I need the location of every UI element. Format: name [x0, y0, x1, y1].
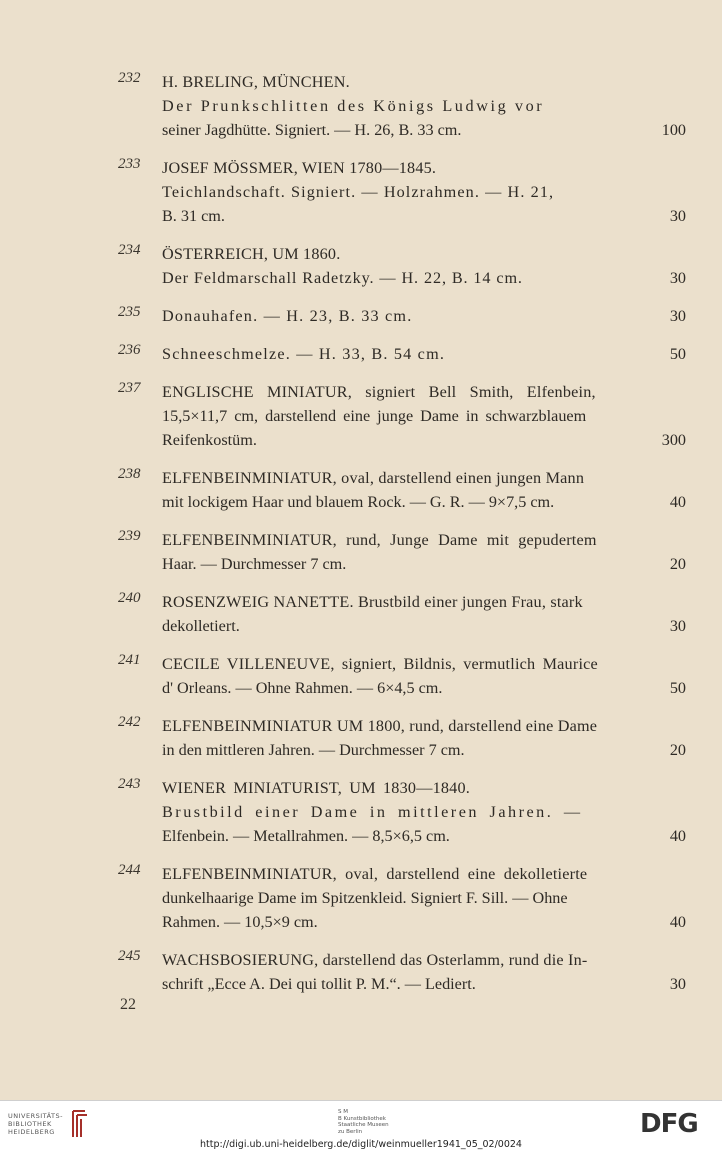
university-line: UNIVERSITÄTS- [8, 1112, 63, 1120]
entry-price: 20 [669, 741, 686, 759]
catalog-entry-233 [118, 156, 686, 228]
catalog-entry-232 [118, 70, 686, 142]
entry-text: seiner Jagdhütte. Signiert. — H. 26, B. 33 cm. [162, 121, 462, 139]
entry-price: 30 [669, 617, 686, 635]
heidelberg-seal-icon [69, 1109, 91, 1139]
entry-price: 300 [661, 431, 686, 449]
entry-price: 40 [669, 827, 686, 845]
entry-number: 238 [118, 466, 141, 482]
entry-number: 240 [118, 590, 141, 606]
entry-title: ELFENBEINMINIATUR UM 1800, rund, darstellend eine Dame [162, 717, 598, 735]
entry-text: Schneeschmelze. — H. 33, B. 54 cm. [162, 345, 446, 363]
entry-number: 235 [118, 304, 141, 320]
entry-price: 50 [669, 679, 686, 697]
catalog-entry-241 [118, 652, 686, 700]
entry-price: 30 [669, 207, 686, 225]
entry-price: 40 [669, 913, 686, 931]
catalog-entry-239 [118, 528, 686, 576]
university-line: BIBLIOTHEK [8, 1120, 52, 1128]
museum-line: zu Berlin [338, 1128, 363, 1135]
catalog-entry-237 [118, 380, 686, 452]
entry-text: Der Feldmarschall Radetzky. — H. 22, B. 14 cm. [162, 269, 523, 287]
catalog-entry-244 [118, 862, 686, 934]
entry-text: Teichlandschaft. Signiert. — Holzrahmen. — H. 21, [162, 183, 555, 201]
museum-line: Staatliche Museen [338, 1122, 389, 1128]
entry-number: 236 [118, 342, 141, 358]
catalog-entries [118, 70, 686, 1010]
university-line: HEIDELBERG [8, 1128, 55, 1136]
entry-number: 241 [118, 652, 141, 668]
entry-text: Rahmen. — 10,5×9 cm. [162, 913, 318, 931]
entry-number: 242 [118, 714, 141, 730]
entry-title: JOSEF MÖSSMER, WIEN 1780—1845. [162, 159, 437, 177]
entry-title: ÖSTERREICH, UM 1860. [162, 245, 341, 263]
catalog-entry-242 [118, 714, 686, 762]
entry-title: ELFENBEINMINIATUR, oval, darstellend einen jungen Mann [162, 469, 585, 487]
entry-number: 237 [118, 380, 141, 396]
entry-price: 30 [669, 307, 686, 325]
entry-number: 239 [118, 528, 141, 544]
entry-title: ELFENBEINMINIATUR, rund, Junge Dame mit gepudertem [162, 531, 597, 549]
dfg-logo[interactable]: DFG [640, 1109, 698, 1139]
entry-text: Brustbild einer Dame in mittleren Jahren. — [162, 803, 583, 821]
entry-title: WACHSBOSIERUNG, darstellend das Osterlamm, rund die In- [162, 951, 588, 969]
entry-price: 100 [661, 121, 686, 139]
entry-title: ENGLISCHE MINIATUR, signiert Bell Smith, Elfenbein, [162, 383, 596, 401]
entry-text: schrift „Ecce A. Dei qui tollit P. M.“. — Lediert. [162, 975, 476, 993]
catalog-entry-240 [118, 590, 686, 638]
catalog-entry-238 [118, 466, 686, 514]
entry-price: 50 [669, 345, 686, 363]
museum-line: B Kunstbibliothek [338, 1115, 386, 1122]
entry-text: Elfenbein. — Metallrahmen. — 8,5×6,5 cm. [162, 827, 450, 845]
kunstbibliothek-logo[interactable] [338, 1109, 389, 1135]
entry-number: 243 [118, 776, 141, 792]
entry-number: 234 [118, 242, 141, 258]
page-number: 22 [120, 996, 136, 1013]
entry-title: WIENER MINIATURIST, UM 1830—1840. [162, 779, 471, 797]
entry-title: ROSENZWEIG NANETTE. Brustbild einer jungen Frau, stark [162, 593, 583, 611]
permalink-url[interactable]: http://digi.ub.uni-heidelberg.de/diglit/weinmueller1941_05_02/0024 [200, 1139, 522, 1150]
entry-text: in den mittleren Jahren. — Durchmesser 7 cm. [162, 741, 465, 759]
museum-line: S M [338, 1109, 348, 1115]
catalog-entry-245 [118, 948, 686, 996]
entry-text: Der Prunkschlitten des Königs Ludwig vor [162, 97, 545, 115]
entry-number: 232 [118, 70, 141, 86]
entry-number: 244 [118, 862, 141, 878]
entry-number: 245 [118, 948, 141, 964]
entry-number: 233 [118, 156, 141, 172]
entry-text: mit lockigem Haar und blauem Rock. — G. R. — 9×7,5 cm. [162, 493, 555, 511]
entry-text: dekolletiert. [162, 617, 240, 635]
entry-text: B. 31 cm. [162, 207, 225, 225]
entry-text: Reifenkostüm. [162, 431, 257, 449]
entry-text: d' Orleans. — Ohne Rahmen. — 6×4,5 cm. [162, 679, 443, 697]
entry-text: Haar. — Durchmesser 7 cm. [162, 555, 347, 573]
catalog-entry-243 [118, 776, 686, 848]
entry-price: 30 [669, 975, 686, 993]
catalog-entry-234 [118, 242, 686, 290]
university-library-logo[interactable] [8, 1109, 91, 1139]
entry-price: 40 [669, 493, 686, 511]
entry-price: 30 [669, 269, 686, 287]
entry-title: H. BRELING, MÜNCHEN. [162, 73, 350, 91]
entry-text: Donauhafen. — H. 23, B. 33 cm. [162, 307, 413, 325]
entry-title: ELFENBEINMINIATUR, oval, darstellend eine dekolletierte [162, 865, 588, 883]
catalog-entry-236 [118, 342, 686, 366]
entry-price: 20 [669, 555, 686, 573]
entry-text: dunkelhaarige Dame im Spitzenkleid. Signiert F. Sill. — Ohne [162, 889, 568, 907]
entry-text: 15,5×11,7 cm, darstellend eine junge Dame in schwarzblauem [162, 407, 587, 425]
entry-title: CECILE VILLENEUVE, signiert, Bildnis, vermutlich Maurice [162, 655, 598, 673]
catalog-entry-235 [118, 304, 686, 328]
